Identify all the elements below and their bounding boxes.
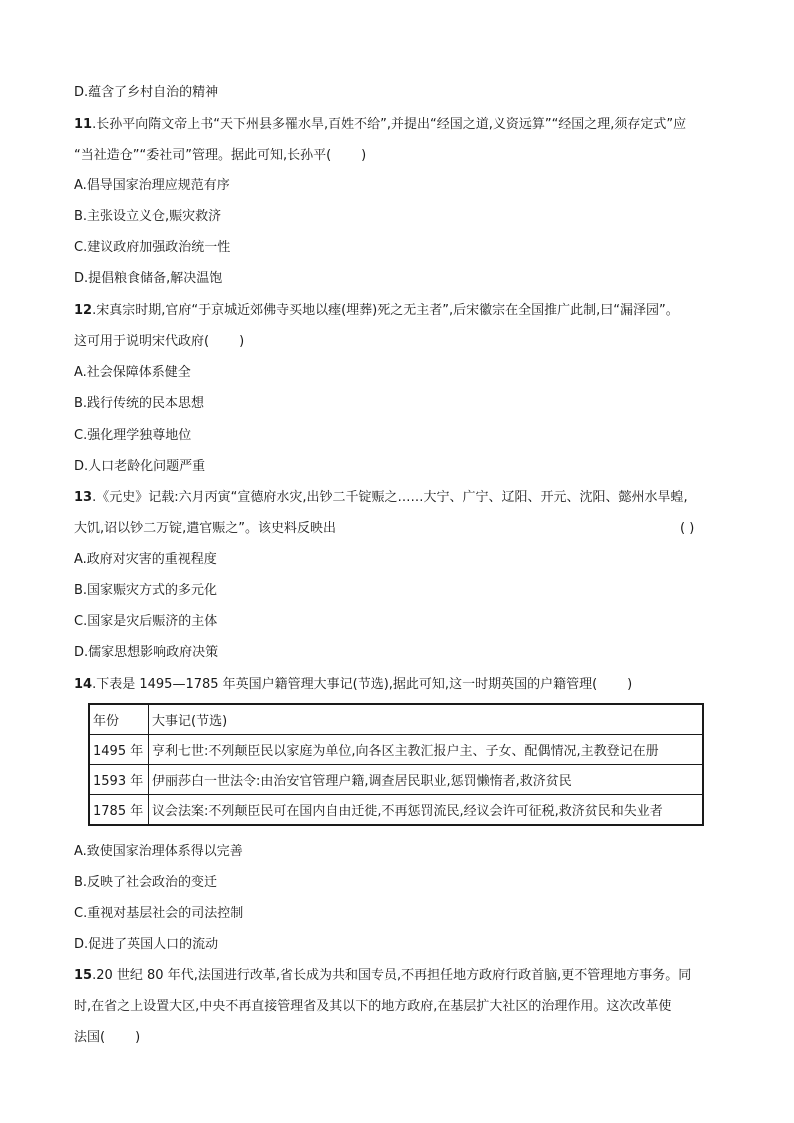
table-row [89,765,703,795]
q15-answer-paren: ) [135,1030,141,1045]
q11-option-b: B.主张设立义仓,赈灾救济 [74,209,222,224]
q15-stem-line3 [74,1029,140,1047]
q13-stem-line2: 大饥,诏以钞二万锭,遣官赈之”。该史料反映出 [74,521,336,536]
table-header-row [89,704,703,735]
q12-text-line2: 这可用于说明宋代政府( [74,334,210,349]
q11-option-a: A.倡导国家治理应规范有序 [74,178,230,193]
q14-option-c: C.重视对基层社会的司法控制 [74,906,244,921]
q13-option-a: A.政府对灾害的重视程度 [74,552,217,567]
household-registration-table [88,703,704,826]
q14-option-a: A.致使国家治理体系得以完善 [74,844,243,859]
table-cell-year: 1785 年 [89,795,149,826]
q14-answer-paren: ) [627,677,633,692]
q12-text-line1: .宋真宗时期,官府“于京城近郊佛寺买地以瘗(埋葬)死之无主者”,后宋徽宗在全国推广此制,曰“漏泽园”。 [92,303,679,318]
q11-number: 11 [74,117,93,132]
q14-option-b: B.反映了社会政治的变迁 [74,875,218,890]
q13-option-b: B.国家赈灾方式的多元化 [74,583,218,598]
q15-stem-line2: 时,在省之上设置大区,中央不再直接管理省及其以下的地方政府,在基层扩大社区的治理作用。这次改革使 [74,999,672,1014]
q12-stem-line2 [74,333,244,351]
q14-stem-line1 [74,676,632,694]
q14-text-line1: .下表是 1495—1785 年英国户籍管理大事记(节选),据此可知,这一时期英国的户籍管理( [92,677,598,692]
q13-text-line1: .《元史》记载:六月丙寅“宣德府水灾,出钞二千锭赈之……大宁、广宁、辽阳、开元、沈阳、懿州水旱蝗, [92,490,688,505]
q13-option-d: D.儒家思想影响政府决策 [74,645,219,660]
q12-number: 12 [74,303,93,318]
q12-option-c: C.强化理学独尊地位 [74,428,192,443]
q11-text-line1: .长孙平向隋文帝上书“天下州县多罹水旱,百姓不给”,并提出“经国之道,义资远算”“经国之理,须存定式”应 [92,117,687,132]
q13-number: 13 [74,490,93,505]
q12-option-b: B.践行传统的民本思想 [74,396,205,411]
table-cell-year: 1495 年 [89,735,149,765]
q15-text-line3: 法国( [74,1030,106,1045]
q15-stem-line1 [74,967,691,985]
q13-option-c: C.国家是灾后赈济的主体 [74,614,218,629]
q15-number: 15 [74,968,93,983]
q11-option-d: D.提倡粮食储备,解决温饱 [74,271,223,286]
table-row [89,735,703,765]
table-header-year: 年份 [89,704,149,735]
q13-stem-line1 [74,489,688,507]
q11-answer-paren: ) [361,148,367,163]
q12-answer-paren: ) [239,334,245,349]
q12-option-a: A.社会保障体系健全 [74,365,191,380]
q14-number: 14 [74,677,93,692]
q12-option-d: D.人口老龄化问题严重 [74,459,206,474]
q12-stem-line1 [74,302,679,320]
q13-answer-paren: ( ) [680,521,695,536]
table-row [89,795,703,826]
table-cell-event: 亨利七世:不列颠臣民以家庭为单位,向各区主教汇报户主、子女、配偶情况,主教登记在册 [149,735,704,765]
q14-option-d: D.促进了英国人口的流动 [74,937,219,952]
q11-text-line2: “当社造仓”“委社司”管理。据此可知,长孙平( [74,148,332,163]
q15-text-line1: .20 世纪 80 年代,法国进行改革,省长成为共和国专员,不再担任地方政府行政首脑,更不管理地方事务。同 [92,968,692,983]
q10-option-d: D.蕴含了乡村自治的精神 [74,85,219,100]
table-header-event: 大事记(节选) [149,704,704,735]
table-cell-year: 1593 年 [89,765,149,795]
table-cell-event: 议会法案:不列颠臣民可在国内自由迁徙,不再惩罚流民,经议会许可征税,救济贫民和失业者 [149,795,704,826]
q11-stem-line1 [74,116,686,134]
q11-stem-line2 [74,147,366,165]
q11-option-c: C.建议政府加强政治统一性 [74,240,231,255]
table-cell-event: 伊丽莎白一世法令:由治安官管理户籍,调查居民职业,惩罚懒惰者,救济贫民 [149,765,704,795]
